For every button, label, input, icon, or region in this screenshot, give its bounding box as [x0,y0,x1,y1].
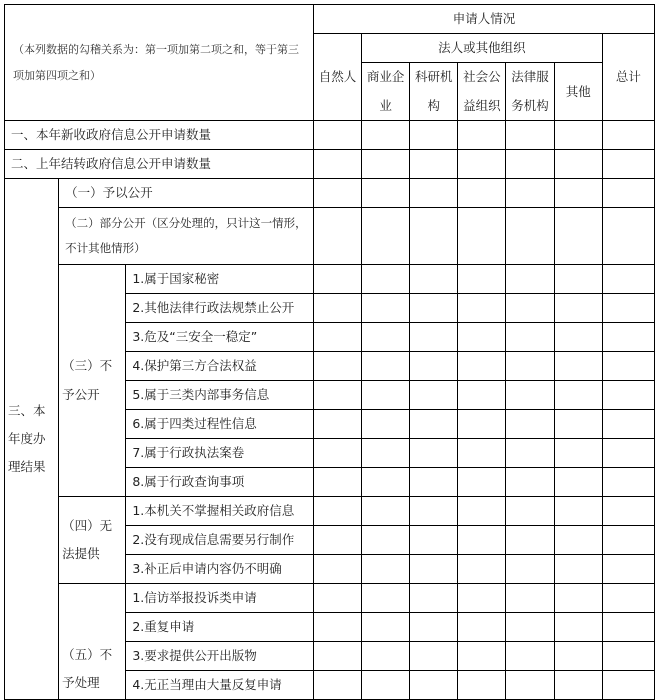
table-cell [313,555,361,584]
table-cell [506,555,554,584]
table-cell [506,121,554,150]
table-cell [602,439,654,468]
table-cell [554,352,602,381]
table-cell [410,468,458,497]
formula-note: （本列数据的勾稽关系为：第一项加第二项之和，等于第三项加第四项之和） [5,5,314,121]
table-cell [362,179,410,208]
table-cell [506,352,554,381]
row-label-item: 4.无正当理由大量反复申请 [126,671,314,700]
table-cell [602,410,654,439]
table-cell [362,265,410,294]
table-cell [602,526,654,555]
row-label-carried-over: 二、上年结转政府信息公开申请数量 [5,150,314,179]
table-cell [602,613,654,642]
table-cell [313,584,361,613]
table-cell [313,294,361,323]
table-cell [554,671,602,700]
table-cell [554,439,602,468]
row-label-item: 3.要求提供公开出版物 [126,642,314,671]
table-cell [313,671,361,700]
table-cell [458,294,506,323]
table-cell [506,497,554,526]
table-cell [313,410,361,439]
table-cell [458,208,506,265]
row-label-not-processed: （五）不予处理 [59,584,126,700]
table-cell [313,468,361,497]
row-label-not-disclose: （三）不予公开 [59,265,126,497]
table-cell [458,323,506,352]
table-cell [458,121,506,150]
table-cell [458,671,506,700]
row-label-new-requests: 一、本年新收政府信息公开申请数量 [5,121,314,150]
row-label-item: 8.属于行政查询事项 [126,468,314,497]
table-cell [554,323,602,352]
table-cell [313,179,361,208]
table-cell [506,468,554,497]
natural-person-header: 自然人 [313,34,361,121]
table-cell [313,121,361,150]
table-cell [362,613,410,642]
table-cell [362,555,410,584]
table-cell [362,294,410,323]
table-cell [458,410,506,439]
table-cell [313,613,361,642]
table-cell [602,150,654,179]
table-cell [410,584,458,613]
table-cell [313,526,361,555]
table-cell [410,294,458,323]
row-label-item: 1.本机关不掌握相关政府信息 [126,497,314,526]
table-cell [506,584,554,613]
table-cell [458,439,506,468]
table-cell [602,121,654,150]
row-label-item: 5.属于三类内部事务信息 [126,381,314,410]
table-cell [362,671,410,700]
org-type-other: 其他 [554,63,602,121]
table-cell [506,294,554,323]
table-cell [554,584,602,613]
row-label-item: 6.属于四类过程性信息 [126,410,314,439]
table-cell [554,381,602,410]
table-cell [506,439,554,468]
table-cell [554,642,602,671]
org-type-business: 商业企业 [362,63,410,121]
table-cell [410,497,458,526]
table-cell [362,121,410,150]
table-cell [554,121,602,150]
row-label-partial: （二）部分公开（区分处理的，只计这一情形，不计其他情形） [59,208,314,265]
table-cell [458,381,506,410]
table-cell [313,381,361,410]
table-cell [458,584,506,613]
table-cell [506,150,554,179]
table-cell [410,352,458,381]
table-cell [362,323,410,352]
table-cell [554,468,602,497]
table-cell [362,208,410,265]
table-cell [410,410,458,439]
table-cell [506,671,554,700]
table-cell [410,555,458,584]
table-cell [554,526,602,555]
table-cell [458,613,506,642]
org-type-legal-service: 法律服务机构 [506,63,554,121]
table-cell [554,208,602,265]
table-cell [458,555,506,584]
table-cell [362,381,410,410]
table-cell [506,179,554,208]
table-cell [602,555,654,584]
row-label-disclose: （一）予以公开 [59,179,314,208]
table-cell [410,150,458,179]
table-cell [458,642,506,671]
row-label-results: 三、本年度办理结果 [5,179,59,700]
table-cell [362,497,410,526]
table-cell [458,150,506,179]
table-cell [506,265,554,294]
table-cell [410,323,458,352]
table-cell [313,208,361,265]
row-label-item: 3.补正后申请内容仍不明确 [126,555,314,584]
table-cell [554,613,602,642]
table-cell [602,208,654,265]
table-cell [602,323,654,352]
table-cell [554,265,602,294]
gov-info-disclosure-table [4,4,655,700]
table-cell [410,439,458,468]
table-cell [362,150,410,179]
table-cell [313,642,361,671]
table-cell [602,352,654,381]
table-cell [554,410,602,439]
table-cell [410,526,458,555]
table-cell [554,497,602,526]
table-cell [602,497,654,526]
table-cell [410,208,458,265]
table-cell [410,121,458,150]
table-cell [410,642,458,671]
table-cell [506,526,554,555]
table-cell [554,555,602,584]
table-cell [458,497,506,526]
table-cell [313,439,361,468]
row-label-item: 2.没有现成信息需要另行制作 [126,526,314,555]
table-cell [362,468,410,497]
table-cell [506,381,554,410]
table-cell [458,526,506,555]
row-label-item: 1.属于国家秘密 [126,265,314,294]
table-cell [313,265,361,294]
table-cell [458,468,506,497]
table-cell [506,323,554,352]
table-cell [362,352,410,381]
legal-org-header: 法人或其他组织 [362,34,603,63]
table-cell [458,179,506,208]
table-cell [313,352,361,381]
table-cell [602,179,654,208]
table-cell [362,526,410,555]
table-cell [554,179,602,208]
table-cell [362,642,410,671]
table-cell [362,410,410,439]
table-cell [410,613,458,642]
row-label-item: 4.保护第三方合法权益 [126,352,314,381]
row-label-item: 7.属于行政执法案卷 [126,439,314,468]
org-type-public-welfare: 社会公益组织 [458,63,506,121]
table-cell [506,642,554,671]
row-label-unable: （四）无法提供 [59,497,126,584]
table-cell [602,381,654,410]
table-cell [313,150,361,179]
table-cell [602,294,654,323]
table-cell [506,613,554,642]
table-cell [313,497,361,526]
table-cell [313,323,361,352]
table-cell [410,265,458,294]
table-cell [602,265,654,294]
row-label-item: 1.信访举报投诉类申请 [126,584,314,613]
table-cell [602,671,654,700]
table-cell [410,671,458,700]
total-header: 总计 [602,34,654,121]
org-type-research: 科研机构 [410,63,458,121]
applicant-situation-header: 申请人情况 [313,5,654,34]
table-cell [410,381,458,410]
row-label-item: 2.其他法律行政法规禁止公开 [126,294,314,323]
table-cell [554,294,602,323]
table-cell [506,410,554,439]
table-cell [506,208,554,265]
table-cell [602,468,654,497]
row-label-item: 3.危及“三安全一稳定” [126,323,314,352]
table-cell [602,642,654,671]
table-cell [410,179,458,208]
table-cell [362,439,410,468]
table-cell [458,352,506,381]
table-cell [458,265,506,294]
table-cell [554,150,602,179]
table-cell [602,584,654,613]
table-cell [362,584,410,613]
row-label-item: 2.重复申请 [126,613,314,642]
